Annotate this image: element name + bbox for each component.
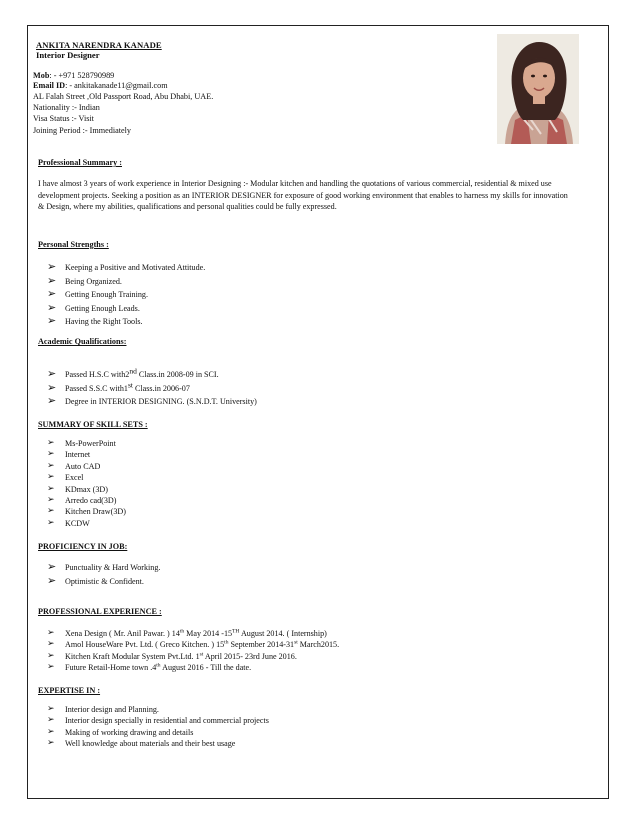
list-item: ➢ Internet [47, 449, 91, 460]
arrow-bullet-icon: ➢ [47, 506, 55, 517]
candidate-title: Interior Designer [36, 50, 100, 60]
experience-list [47, 628, 339, 674]
list-item: ➢ Well knowledge about materials and their best usage [47, 738, 236, 749]
list-item: ➢ Having the Right Tools. [47, 314, 143, 327]
list-item: ➢ Arredo cad(3D) [47, 494, 117, 505]
arrow-bullet-icon: ➢ [47, 726, 55, 737]
arrow-bullet-icon: ➢ [47, 738, 55, 749]
arrow-bullet-icon: ➢ [47, 449, 55, 460]
nationality-line: Nationality :- Indian [33, 103, 100, 112]
list-item: ➢ Punctuality & Hard Working. [47, 560, 161, 573]
strengths-heading: Personal Strengths : [38, 240, 109, 249]
address-line: AL Falah Street ,Old Passport Road, Abu Dhabi, UAE. [33, 92, 214, 101]
expertise-list [47, 704, 269, 750]
email-value: : - ankitakanade11@gmail.com [65, 81, 168, 90]
arrow-bullet-icon: ➢ [47, 483, 55, 494]
list-item: ➢ Making of working drawing and details [47, 726, 194, 737]
arrow-bullet-icon: ➢ [47, 472, 55, 483]
list-item: ➢ Xena Design ( Mr. Anil Pawar. ) 14th May 2014 -15TH August 2014. ( Internship) [47, 628, 327, 638]
mobile-value: : - +971 528790989 [49, 71, 115, 80]
skills-list [47, 438, 126, 529]
list-item: ➢ Ms-PowerPoint [47, 438, 116, 448]
list-item: ➢ Kitchen Draw(3D) [47, 506, 126, 517]
list-item: ➢ Getting Enough Leads. [47, 300, 140, 314]
candidate-name: ANKITA NARENDRA KANADE [36, 40, 162, 50]
list-item: ➢ Amol HouseWare Pvt. Ltd. ( Greco Kitchen. ) 15th September 2014-31st March2015. [47, 639, 340, 650]
list-item: ➢ Auto CAD [47, 460, 101, 471]
arrow-bullet-icon: ➢ [47, 715, 55, 726]
mobile-label: Mob [33, 71, 50, 80]
arrow-bullet-icon: ➢ [47, 314, 57, 327]
list-item: ➢ Passed H.S.C with2nd Class.in 2008-09 in SCI. [47, 366, 219, 380]
list-item: ➢ Degree in INTERIOR DESIGNING. (S.N.D.T. University) [47, 394, 257, 407]
list-item: ➢ Interior design and Planning. [47, 704, 159, 714]
experience-heading: PROFESSIONAL EXPERIENCE : [38, 607, 162, 616]
arrow-bullet-icon: ➢ [47, 628, 55, 638]
list-item: ➢ Future Retail-Home town .4th August 2016 - Till the date. [47, 662, 252, 673]
arrow-bullet-icon: ➢ [47, 704, 55, 714]
arrow-bullet-icon: ➢ [47, 494, 55, 505]
arrow-bullet-icon: ➢ [47, 650, 55, 661]
list-item: ➢ Passed S.S.C with1st Class.in 2006-07 [47, 379, 190, 394]
list-item: ➢ Keeping a Positive and Motivated Attitude. [47, 260, 206, 273]
email-line [33, 80, 168, 91]
proficiency-list [47, 561, 160, 588]
strengths-list [47, 261, 205, 329]
arrow-bullet-icon: ➢ [47, 639, 55, 650]
arrow-bullet-icon: ➢ [47, 517, 55, 528]
list-item: ➢ Being Organized. [47, 273, 122, 287]
email-label: Email ID [33, 81, 66, 90]
list-item: ➢ KDmax (3D) [47, 483, 108, 494]
arrow-bullet-icon: ➢ [47, 438, 55, 448]
academic-heading: Academic Qualifications: [38, 337, 127, 346]
proficiency-heading: PROFICIENCY IN JOB: [38, 542, 128, 551]
list-item: ➢ Getting Enough Training. [47, 287, 148, 300]
arrow-bullet-icon: ➢ [47, 260, 57, 273]
academic-list [47, 368, 257, 409]
list-item: ➢ Excel [47, 472, 84, 483]
joining-period-line: Joining Period :- Immediately [33, 126, 132, 135]
arrow-bullet-icon: ➢ [47, 460, 55, 471]
list-item: ➢ Interior design specially in residential and commercial projects [47, 715, 269, 726]
arrow-bullet-icon: ➢ [47, 367, 57, 380]
profile-photo [497, 34, 579, 144]
arrow-bullet-icon: ➢ [47, 380, 57, 394]
list-item: ➢ Optimistic & Confident. [47, 573, 144, 587]
list-item: ➢ Kitchen Kraft Modular System Pvt.Ltd. 1st April 2015- 23rd June 2016. [47, 650, 297, 661]
summary-text: I have almost 3 years of work experience in Interior Designing :- Modular kitchen and handling the quotations of various commercial, residential & mixed use development projects. Seeking a position as an INTERIOR DESIGNER for exposure of good working environment that enables to harness my skills for innovation & Design, where my abilities, qualifications and personal qualities could be fully expressed. [38, 179, 568, 211]
arrow-bullet-icon: ➢ [47, 287, 57, 300]
arrow-bullet-icon: ➢ [47, 273, 57, 287]
arrow-bullet-icon: ➢ [47, 394, 57, 407]
arrow-bullet-icon: ➢ [47, 560, 57, 573]
arrow-bullet-icon: ➢ [47, 300, 57, 314]
expertise-heading: EXPERTISE IN : [38, 686, 101, 695]
summary-heading: Professional Summary : [38, 158, 122, 167]
arrow-bullet-icon: ➢ [47, 573, 57, 587]
profile-photo-graphic [497, 34, 579, 144]
list-item: ➢ KCDW [47, 517, 90, 528]
visa-status-line: Visa Status :- Visit [33, 114, 94, 123]
arrow-bullet-icon: ➢ [47, 662, 55, 673]
skills-heading: SUMMARY OF SKILL SETS : [38, 420, 148, 429]
